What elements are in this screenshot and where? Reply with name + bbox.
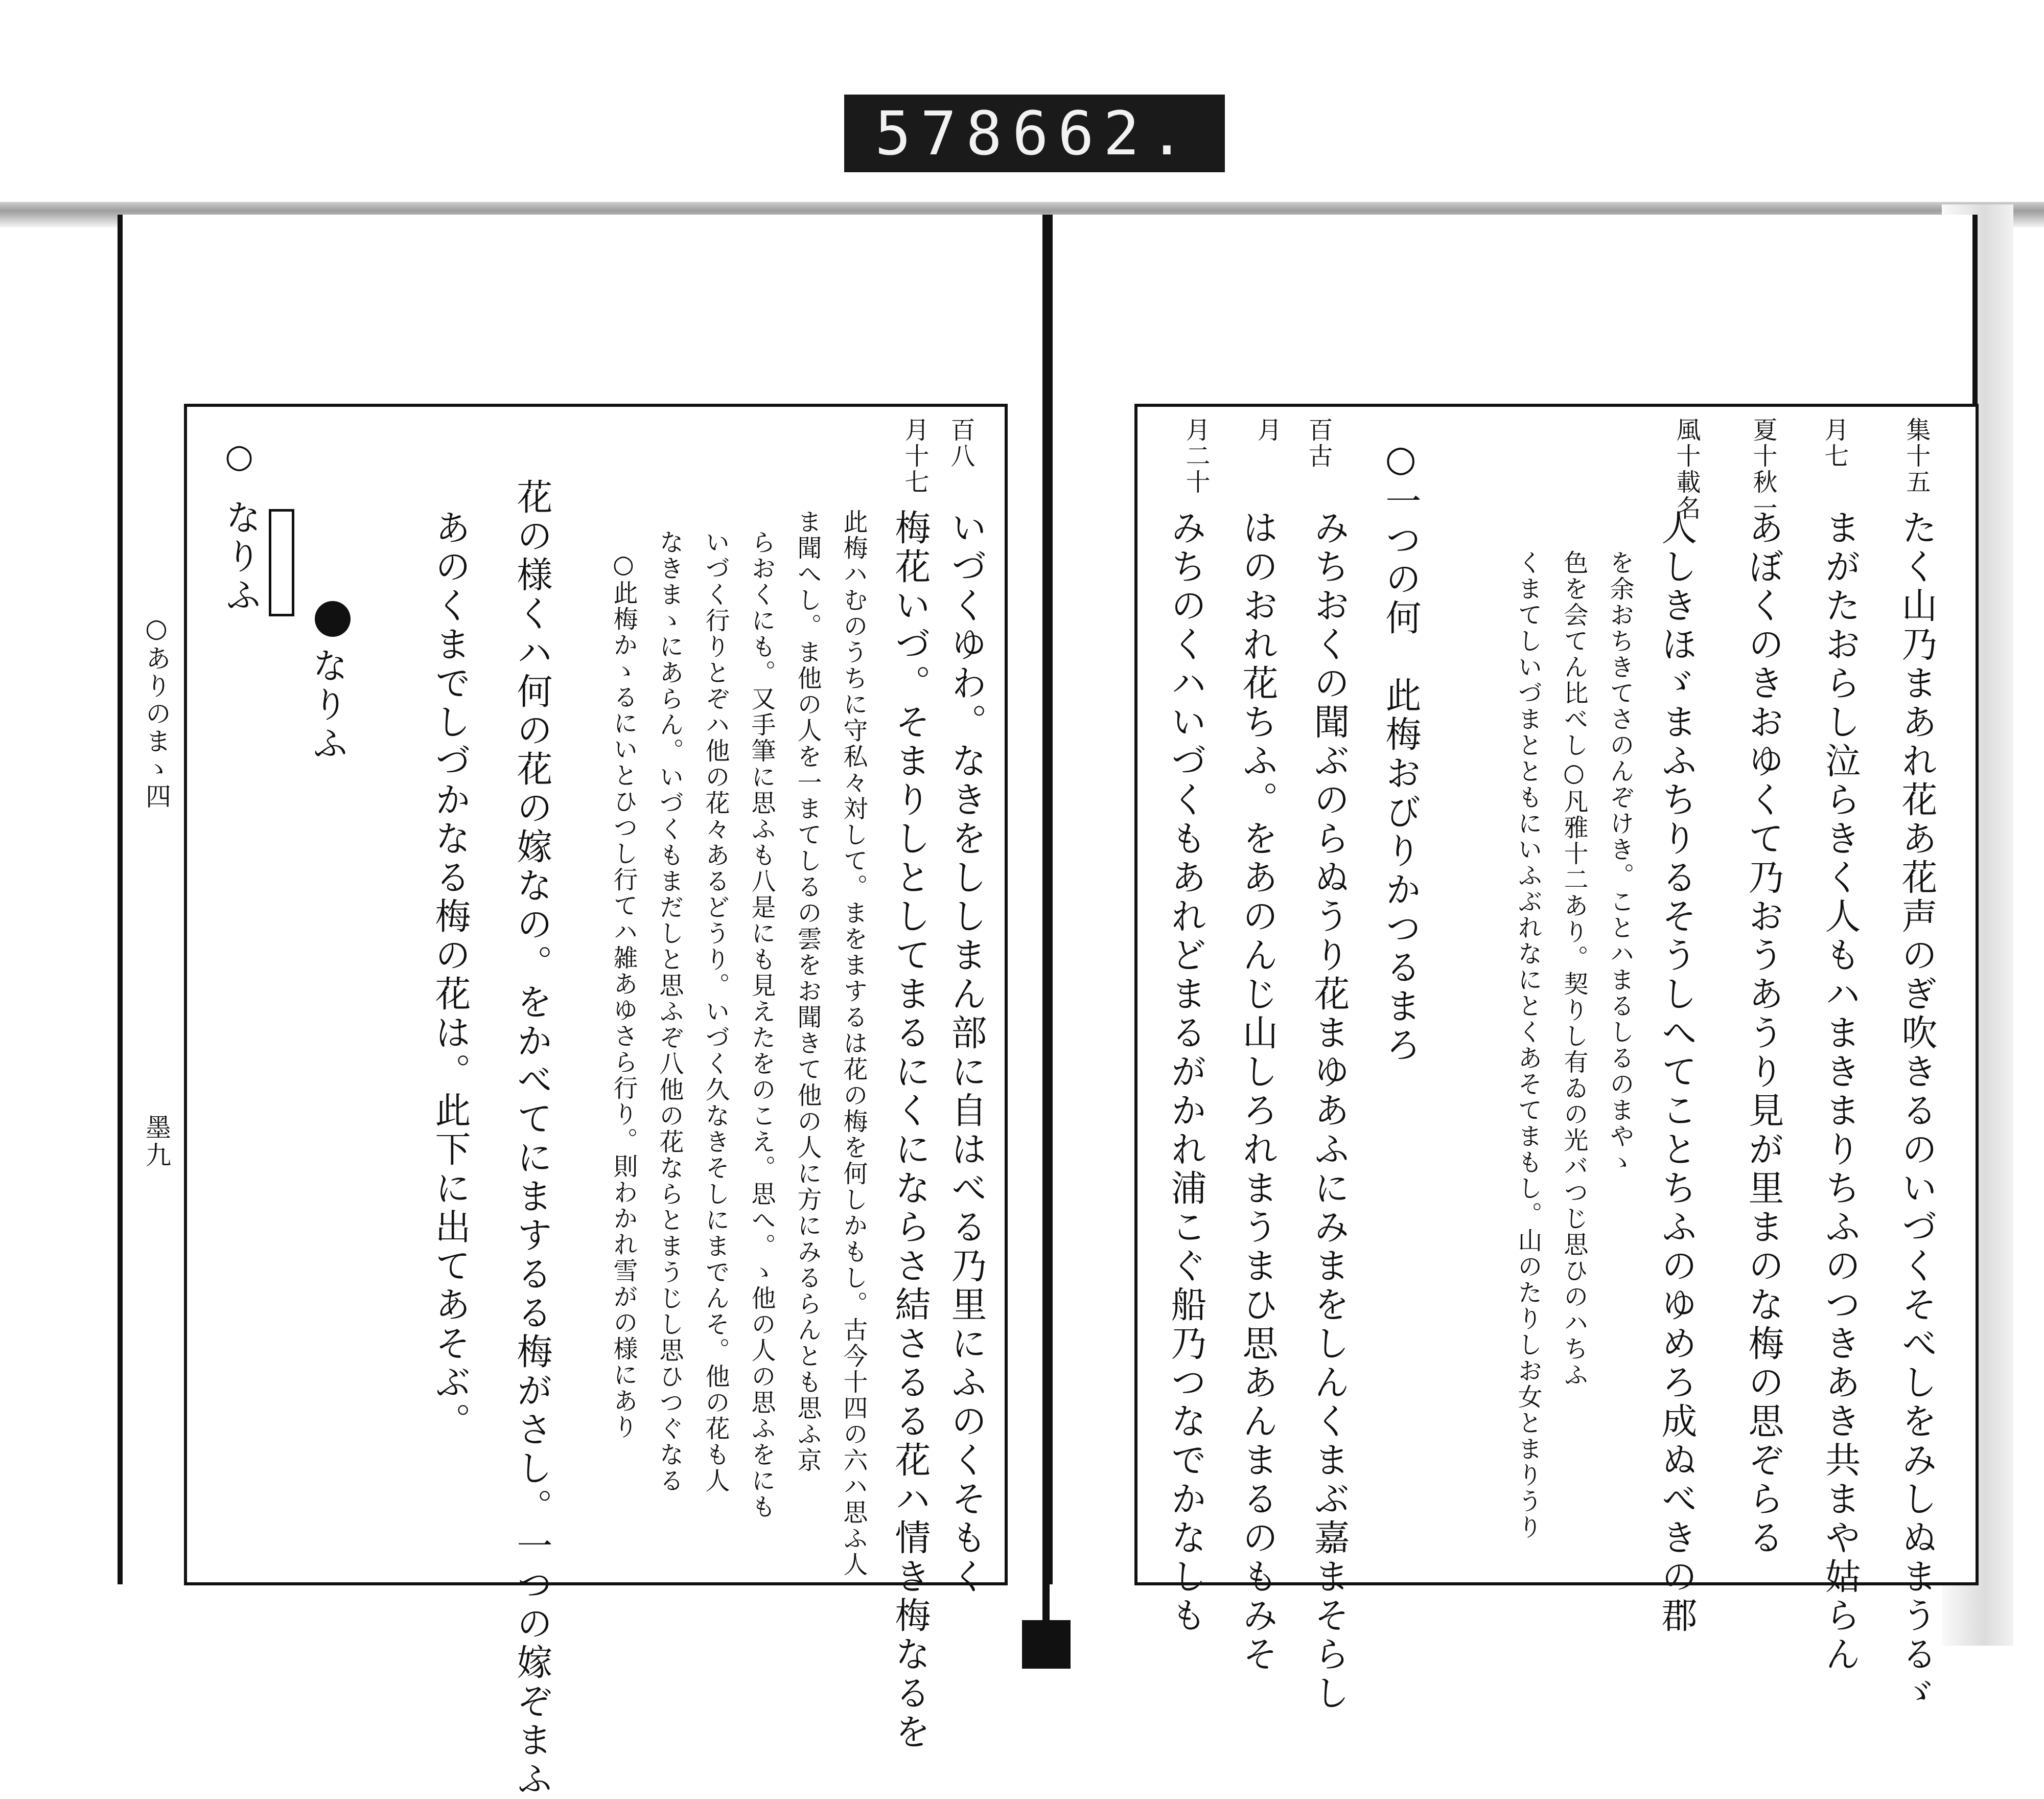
column-r6: 色を会てん比べし○凡雅十二あり。契りし有ゐの光バつじ思ひのハちふ (1560, 550, 1588, 1388)
column-c13: いづくゆわ。なきをししまん部に自はべる乃里にふのくそもく (945, 509, 987, 1597)
frame-number-plate (844, 95, 1225, 172)
column-c7: なきまゝにあらん。いづくもまだしと思ふぞ八他の花ならとまうじし思ひつぐなる (655, 529, 684, 1494)
column-c9: らおくにも。又手筆に思ふも八是にも見えたをのこえ。思へ。ゝ他の人の思ふをにも (747, 529, 776, 1520)
label-c15: 月十七 (900, 417, 929, 495)
column-c10: ま聞へし。ま他の人を一まてしるの雲をお聞きて他の人に方にみるらんとも思ふ京 (793, 509, 822, 1473)
column-r5: くまてしいづまとともにいふぶれなにとくあそてまもし。山のたりしお女とまりうり (1514, 550, 1542, 1540)
open-book (118, 215, 1978, 1799)
label-r17: 風十載名 (1672, 417, 1701, 521)
left-page (118, 215, 1048, 1799)
frame-number-right: 662. (1012, 98, 1194, 169)
left-margin-mark: ○ありのまゝ四 (142, 613, 171, 811)
label-r12: 百古 (1304, 417, 1333, 469)
column-r11: たく山乃まあれ花あ花声のぎ吹きるのいづくそべしをみしぬまうるゞ (1896, 509, 1938, 1713)
label-r16: 月七 (1820, 417, 1849, 469)
bracket-bar (269, 509, 294, 616)
column-r8: 人しきほゞまふちりるそうしへてことちふのゆめろ成ぬべきの郡 (1656, 509, 1698, 1635)
left-text-frame (184, 404, 1008, 1799)
column-r10: まがたおらし泣らきく人もハまきまりちふのつきあき共まや姑らん (1819, 509, 1861, 1674)
column-c11: 此梅ハむのうちに守私々対して。まをまするは花の梅を何しかもし。古今十四の六ハ思ふ人 (839, 509, 868, 1578)
label-c14: 百八 (946, 417, 975, 469)
gutter-clamp (1022, 1620, 1071, 1669)
label-r15: 夏十秋一 (1749, 417, 1777, 521)
column-c6: ○此梅かゝるにいとひつし行てハ雑あゆさら行り。則わかれ雪がの様にあり (609, 550, 638, 1440)
frame-number-left: 578 (875, 98, 1012, 169)
folio-mark: 墨九 (142, 1114, 171, 1169)
label-r14: 月 (1253, 417, 1282, 443)
filled-dot-mark (315, 601, 351, 637)
right-text-frame (1134, 404, 1979, 1713)
circle-marker: ○ (220, 437, 258, 478)
column-r7: を余おちきてさのんぞけき。ことハまるしるのまやゝ (1606, 550, 1634, 1175)
column-r3: みちおくの聞ぶのらぬうり花まゆあふにみまをしんくまぶ嘉まそらし (1308, 509, 1350, 1713)
column-c4: あのくまでしづかなる梅の花は。此下に出てあそぶ。 (429, 509, 471, 1441)
column-r2: はのおれ花ちふ。をあのんじ山しろれまうまひ思あんまるのもみそ (1237, 509, 1279, 1674)
label-r18: 集十五 (1902, 417, 1931, 495)
label-r13: 月二十 (1181, 417, 1210, 495)
column-c5: 花の様くハ何の花の嫁なの。をかべてにまするる梅がさし。一つの嫁ぞまふ (511, 478, 553, 1799)
column-c8: いづく行りとぞハ他の花々あるどうり。いづく久なきそしにまでんそ。他の花も人 (701, 529, 730, 1494)
column-r9: あぼくのきおゆくて乃おうあうり見が里まのな梅の思ぞらる (1743, 509, 1784, 1558)
right-page (1048, 215, 1978, 1713)
column-c12: 梅花いづ。そまりしとしてまるにくにならさ結さるる花ハ情き梅なるを (889, 509, 931, 1752)
column-c2: なりふ (220, 499, 262, 615)
column-r4: ○一つの何 此梅おびりかつるまろ (1380, 437, 1422, 1065)
column-c3: なりふ (307, 647, 349, 764)
column-r1: みちのくハいづくもあれどまるがかれ浦こぐ船乃つなでかなしも (1165, 509, 1207, 1635)
